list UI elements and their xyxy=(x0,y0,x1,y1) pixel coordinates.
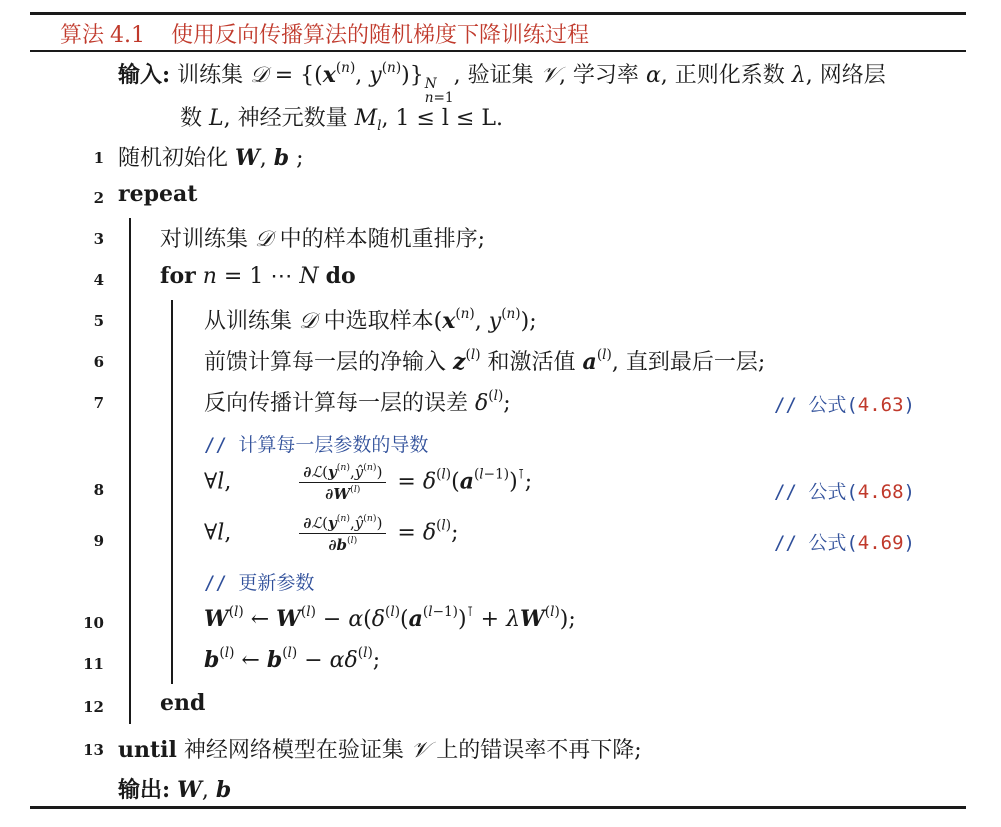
line-number: 10 xyxy=(83,614,104,632)
line-6: 前馈计算每一层的净输入 $z^{(l)}$ 和激活值 $a^{(l)}$, 直到最后一层; xyxy=(204,346,766,375)
input-layers2: 数 xyxy=(180,106,203,131)
comment-ref: 4.63 xyxy=(857,394,904,416)
algorithm-name: 使用反向传播算法的随机梯度下降训练过程 xyxy=(171,23,590,48)
line-number: 2 xyxy=(93,189,104,207)
line-number: 5 xyxy=(93,312,104,330)
input-reg: , 正则化系数 xyxy=(660,63,785,88)
line-12: end xyxy=(160,690,206,716)
comment-ref: 4.69 xyxy=(857,532,904,554)
kw-for: for xyxy=(160,263,196,289)
comment-eq-4-63: // 公式(4.63) xyxy=(774,394,915,416)
comment-eq-4-69: // 公式(4.69) xyxy=(774,532,915,554)
line-6-text-c: , 直到最后一层; xyxy=(611,350,766,375)
line-number: 12 xyxy=(83,698,104,716)
comment-text: // 公式( xyxy=(774,532,858,554)
comment-text: // 公式( xyxy=(774,481,858,503)
kw-until: until xyxy=(118,737,177,763)
comment-text: // 公式( xyxy=(774,394,858,416)
input-label: 输入: xyxy=(118,62,171,88)
top-rule xyxy=(30,12,966,15)
line-13-text-b: 上的错误率不再下降; xyxy=(436,738,642,763)
fraction: $\frac{\partial ℒ(y^{(n)},ŷ^{(n)})}{\partial W^{(l)}}$ xyxy=(299,462,386,503)
input-lr: , 学习率 xyxy=(558,63,639,88)
for-block-bar xyxy=(171,300,173,684)
line-number: 13 xyxy=(83,741,104,759)
line-5-text-a: 从训练集 xyxy=(204,309,293,334)
line-3-text-b: 中的样本随机重排序; xyxy=(279,227,485,252)
line-8: ∀l, $\frac{\partial ℒ(y^{(n)},ŷ^{(n)})}{\partial W^{(l)}}$ = $\delta^{(l)}(a^{(l-1)})^⊺$; xyxy=(204,462,533,503)
input-line-2: 数 L, 神经元数量 $M_l$, 1 ≤ l ≤ L. xyxy=(180,106,503,134)
line-9: ∀l, $\frac{\partial ℒ(y^{(n)},ŷ^{(n)})}{\partial b^{(l)}}$ = $\delta^{(l)}$; xyxy=(204,513,459,554)
line-13-text-a: 神经网络模型在验证集 xyxy=(183,738,404,763)
line-11: $b^{(l)}$ ← $b^{(l)} - \alpha\delta^{(l)}$; xyxy=(204,645,381,674)
line-5-text-b: 中选取样本 xyxy=(323,309,434,334)
line-7: 反向传播计算每一层的误差 $\delta^{(l)}$; xyxy=(204,387,511,416)
line-number: 1 xyxy=(93,149,104,167)
line-13: until 神经网络模型在验证集 𝒱 上的错误率不再下降; xyxy=(118,737,642,763)
comment-eq-4-68: // 公式(4.68) xyxy=(774,481,915,503)
line-number: 4 xyxy=(93,271,104,289)
algorithm-label: 算法 xyxy=(60,23,105,48)
line-number: 3 xyxy=(93,230,104,248)
repeat-block-bar xyxy=(129,218,131,724)
bottom-rule xyxy=(30,806,966,809)
line-7-text: 反向传播计算每一层的误差 xyxy=(204,391,469,416)
input-layers: , 网络层 xyxy=(805,63,886,88)
line-4: for n = 1 ⋯ N do xyxy=(160,263,356,289)
line-3: 对训练集 𝒟 中的样本随机重排序; xyxy=(160,227,485,252)
input-train-set: 训练集 xyxy=(177,63,244,88)
fraction: $\frac{\partial ℒ(y^{(n)},ŷ^{(n)})}{\partial b^{(l)}}$ xyxy=(299,513,386,554)
line-number: 6 xyxy=(93,353,104,371)
input-tail: , 1 ≤ l ≤ L. xyxy=(381,106,503,131)
line-6-text-b: 和激活值 xyxy=(487,350,576,375)
line-number: 7 xyxy=(93,394,104,412)
title-rule xyxy=(30,50,966,52)
line-2: repeat xyxy=(118,181,198,207)
line-6-text-a: 前馈计算每一层的净输入 xyxy=(204,350,447,375)
line-number: 8 xyxy=(93,481,104,499)
output-label: 输出: xyxy=(118,777,171,803)
algorithm-title xyxy=(60,18,589,49)
input-neurons: , 神经元数量 xyxy=(223,106,348,131)
input-line-1: 输入: 训练集 𝒟 = {($x^{(n)}$, $y^{(n)}$)} N n=1 , 验证集 𝒱, 学习率 α, 正则化系数 λ, 网络层 xyxy=(118,59,886,107)
comment-ref: 4.68 xyxy=(857,481,904,503)
kw-do: do xyxy=(325,263,356,289)
line-5: 从训练集 𝒟 中选取样本($x^{(n)}$, $y^{(n)}$); xyxy=(204,305,537,334)
line-number: 9 xyxy=(93,532,104,550)
comment-update: // 更新参数 xyxy=(204,572,315,594)
line-3-text-a: 对训练集 xyxy=(160,227,249,252)
line-1: 随机初始化 W, b ; xyxy=(118,145,304,171)
algorithm-number: 4.1 xyxy=(110,23,146,48)
line-number: 11 xyxy=(83,655,104,673)
comment-gradients: // 计算每一层参数的导数 xyxy=(204,434,429,456)
input-val-set: , 验证集 xyxy=(453,63,534,88)
output-line: 输出: W, b xyxy=(118,777,232,803)
line-10: $W^{(l)}$ ← $W^{(l)} - \alpha(\delta^{(l)}(a^{(l-1)})^⊺ + \lambda W^{(l)})$; xyxy=(204,604,576,633)
line-1-text: 随机初始化 xyxy=(118,146,229,171)
